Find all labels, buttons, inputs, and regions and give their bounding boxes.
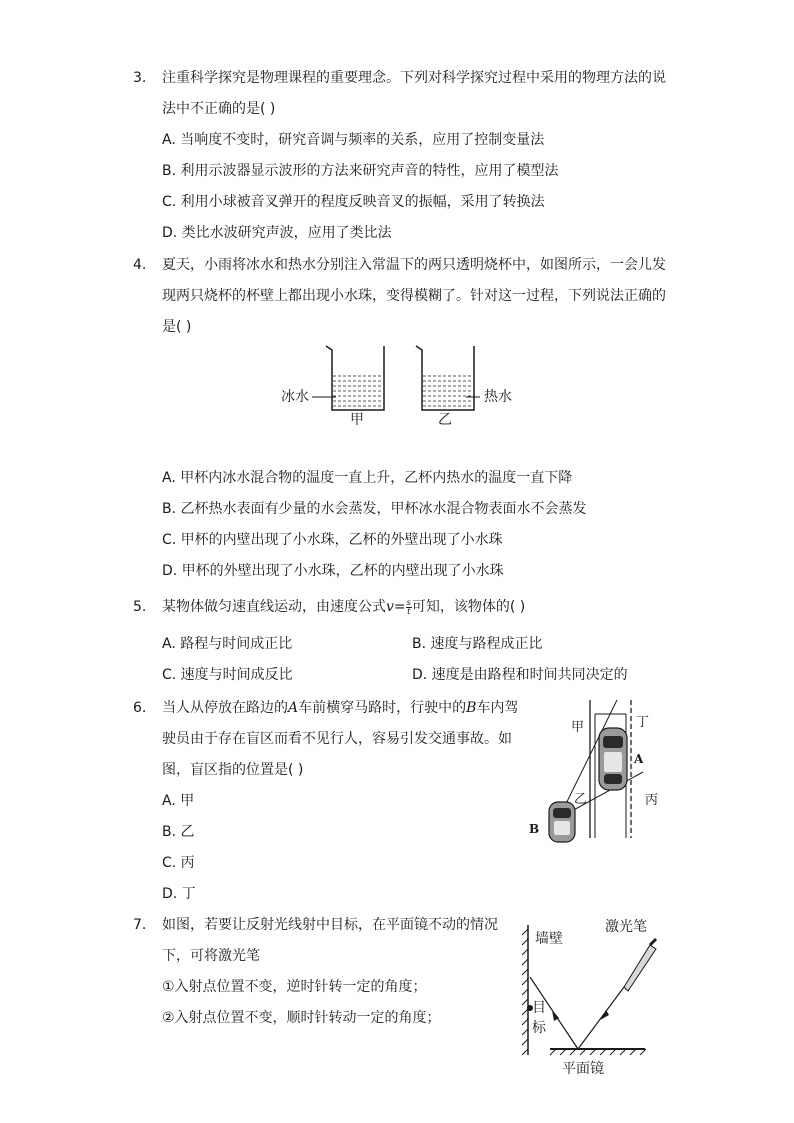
ice-water-label: 冰水: [281, 389, 309, 405]
blind-bing-label: 丙: [645, 793, 659, 808]
q6-letter-a: A: [288, 700, 299, 716]
q6-number: 6.: [133, 700, 147, 716]
wall-label: 墙壁: [535, 931, 563, 947]
car-b-label: B: [529, 822, 540, 836]
q6-stem-part2: 车前横穿马路时，行驶中的: [298, 700, 467, 716]
q5-option-b: B. 速度与路程成正比: [412, 636, 543, 652]
target-label-1: 目: [532, 1000, 546, 1016]
q4-number: 4.: [133, 257, 147, 273]
q3-stem-line2: 法中不正确的是( ): [162, 101, 276, 117]
q6-option-b: B. 乙: [162, 824, 195, 840]
laser-pen-label: 激光笔: [605, 919, 647, 935]
q4-option-d: D. 甲杯的外壁出现了小水珠，乙杯的内壁出现了小水珠: [162, 563, 504, 579]
q3-option-a: A. 当响度不变时，研究音调与频率的关系，应用了控制变量法: [162, 132, 545, 148]
q3-stem-line1: 注重科学探究是物理课程的重要理念。下列对科学探究过程中采用的物理方法的说: [162, 70, 666, 86]
q3-number: 3.: [133, 70, 147, 86]
blind-yi-label: 乙: [574, 792, 588, 807]
q5-option-d: D. 速度是由路程和时间共同决定的: [412, 667, 628, 683]
q6-stem-line3: 图，盲区指的位置是( ): [162, 762, 304, 778]
q5-stem: [162, 597, 525, 617]
q5-frac-numerator: s: [406, 597, 411, 607]
car-b: [549, 802, 575, 842]
q5-option-a: A. 路程与时间成正比: [162, 636, 293, 652]
mirror-figure: [510, 915, 670, 1065]
q6-stem-line1: [162, 698, 518, 718]
laser-pen: [624, 939, 656, 991]
q6-option-a: A. 甲: [162, 793, 195, 809]
q7-stem-line2: 下，可将激光笔: [162, 948, 260, 964]
q6-stem-line2: 驶员由于存在盲区而看不见行人，容易引发交通事故。如: [162, 731, 512, 747]
mirror-label: 平面镜: [562, 1061, 604, 1077]
q7-stem-line1: 如图，若要让反射光线射中目标，在平面镜不动的情况: [162, 917, 498, 933]
q7-number: 7.: [133, 917, 147, 933]
q6-option-c: C. 丙: [162, 855, 195, 871]
q6-option-d: D. 丁: [162, 886, 196, 902]
q5-frac-denominator: t: [407, 606, 411, 616]
q4-stem-line2: 现两只烧杯的杯壁上都出现小水珠，变得模糊了。针对这一过程，下列说法正确的: [162, 288, 666, 304]
q4-stem-line1: 夏天，小雨将冰水和热水分别注入常温下的两只透明烧杯中，如图所示，一会儿发: [162, 257, 666, 273]
q3-option-d: D. 类比水波研究声波，应用了类比法: [162, 225, 392, 241]
q4-option-a: A. 甲杯内冰水混合物的温度一直上升，乙杯内热水的温度一直下降: [162, 470, 573, 486]
q4-option-c: C. 甲杯的内壁出现了小水珠，乙杯的外壁出现了小水珠: [162, 532, 503, 548]
q7-item2: ②入射点位置不变，顺时针转动一定的角度；: [162, 1010, 441, 1026]
q3-option-c: C. 利用小球被音叉弹开的程度反映音叉的振幅，采用了转换法: [162, 194, 545, 210]
q5-option-c: C. 速度与时间成反比: [162, 667, 293, 683]
q5-stem-after: 可知，该物体的( ): [411, 599, 526, 615]
q6-stem-part1: 当人从停放在路边的: [162, 700, 288, 716]
car-a-label: A: [634, 752, 644, 766]
q4-option-b: B. 乙杯热水表面有少量的水会蒸发，甲杯冰水混合物表面水不会蒸发: [162, 501, 587, 517]
q6-stem-part3: 车内驾: [476, 700, 519, 716]
q5-number: 5.: [133, 599, 147, 615]
q4-stem-line3: 是( ): [162, 319, 192, 335]
cup-yi-label: 乙: [438, 412, 452, 428]
q5-formula-v: v: [386, 599, 394, 615]
hot-water-label: 热水: [484, 389, 512, 405]
blind-spot-figure: [525, 700, 675, 840]
blind-ding-label: 丁: [636, 715, 650, 730]
target-label-2: 标: [532, 1020, 546, 1036]
car-a: [599, 728, 627, 790]
q6-letter-b: B: [466, 700, 477, 716]
cup-jia-label: 甲: [350, 412, 364, 428]
q7-item1: ①入射点位置不变，逆时针转一定的角度；: [162, 979, 427, 995]
q3-option-b: B. 利用示波器显示波形的方法来研究声音的特性，应用了模型法: [162, 163, 559, 179]
q5-stem-before: 某物体做匀速直线运动，由速度公式: [162, 599, 386, 615]
q5-formula-eq: =: [393, 599, 406, 615]
blind-jia-label: 甲: [571, 720, 585, 735]
